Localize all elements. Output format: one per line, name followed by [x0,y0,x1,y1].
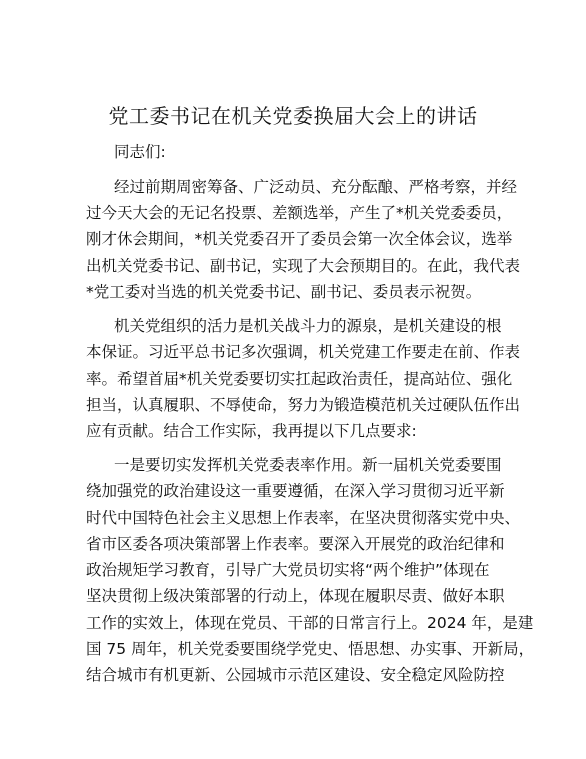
paragraph-line: 率。希望首届*机关党委要切实扛起政治责任，提高站位、强化 [86,370,513,388]
paragraph-line: 应有贡献。结合工作实际，我再提以下几点要求: [86,422,417,440]
paragraph-line: 省市区委各项决策部署上作表率。要深入开展党的政治纪律和 [86,535,505,553]
paragraph-line: 结合城市有机更新、公园城市示范区建设、安全稳定风险防控 [86,666,505,684]
paragraph-line: 一是要切实发挥机关党委表率作用。新一届机关党委要围 [114,456,502,474]
paragraph-line: 本保证。习近平总书记多次强调，机关党建工作要走在前、作表 [86,343,521,361]
paragraph-line: 国 75 周年，机关党委要围绕学党史、悟思想、办实事、开新局， [86,640,535,658]
paragraph-line: 绕加强党的政治建设这一重要遵循，在深入学习贯彻习近平新 [86,482,505,500]
paragraph-line: 经过前期周密筹备、广泛动员、充分酝酿、严格考察，并经 [114,178,518,196]
document-title: 党工委书记在机关党委换届大会上的讲话 [108,104,478,128]
paragraph-line: 政治规矩学习教育，引导广大党员切实将“两个维护”体现在 [86,561,490,579]
paragraph-line: 刚才休会期间，*机关党委召开了委员会第一次全体会议，选举 [86,230,513,248]
paragraph-line: 过今天大会的无记名投票、差额选举，产生了*机关党委委员， [86,204,513,222]
salutation: 同志们: [114,143,166,161]
paragraph-line: 工作的实效上，体现在党员、干部的日常言行上。2024 年，是建 [86,614,534,632]
paragraph-line: 担当，认真履职、不辱使命，努力为锻造模范机关过硬队伍作出 [86,396,521,414]
paragraph-line: 出机关党委书记、副书记，实现了大会预期目的。在此，我代表 [86,257,521,275]
paragraph-line: 时代中国特色社会主义思想上作表率，在坚决贯彻落实党中央、 [86,509,521,527]
paragraph-line: 坚决贯彻上级决策部署的行动上，体现在履职尽责、做好本职 [86,587,505,605]
paragraph-line: *党工委对当选的机关党委书记、副书记、委员表示祝贺。 [86,283,482,301]
paragraph-line: 机关党组织的活力是机关战斗力的源泉，是机关建设的根 [114,317,502,335]
